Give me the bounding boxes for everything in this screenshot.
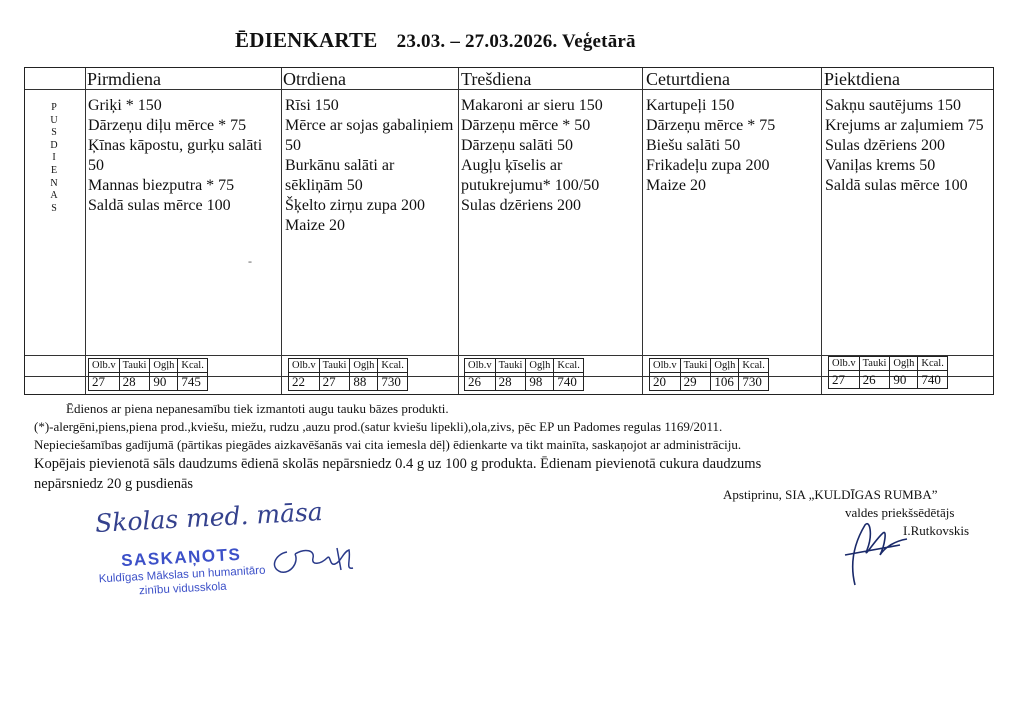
dish-item: Rīsi 150: [285, 97, 339, 114]
dish-item: Dārzeņu salāti 50: [461, 137, 573, 154]
dish-item: Maize 20: [646, 177, 706, 194]
nutrient-header: Tauki: [319, 359, 350, 373]
nurse-note: Skolas med. māsa: [94, 497, 324, 538]
nutrient-value: 90: [150, 373, 178, 391]
meal-label-letter: P: [51, 102, 57, 113]
nutrient-header: Ogļh: [526, 359, 554, 373]
nutrient-header: Olb.v: [465, 359, 496, 373]
stray-mark: -: [248, 254, 252, 268]
nutrient-header: Tauki: [859, 357, 890, 371]
approval-stamp: [91, 543, 273, 600]
meal-label-letter: S: [51, 127, 57, 139]
nutrient-value: 106: [711, 373, 739, 391]
dish-item: Griķi * 150: [88, 97, 162, 114]
dish-item: Sulas dzēriens 200: [461, 197, 581, 214]
dish-item: Biešu salāti 50: [646, 137, 741, 154]
dish-item: Krejums ar zaļumiem 75: [825, 117, 984, 134]
nutrient-header: Kcal.: [178, 359, 207, 373]
nutrition-table-tuesday: [288, 358, 408, 391]
dish-item: Dārzeņu diļu mērce * 75: [88, 117, 247, 134]
nutrient-header: Kcal.: [554, 359, 583, 373]
dish-item: Kartupeļi 150: [646, 97, 735, 114]
nutrient-value: 740: [554, 373, 583, 391]
nutrition-table-friday: [828, 356, 948, 389]
nutrient-value: 20: [650, 373, 681, 391]
dish-item: Dārzeņu mērce * 75: [646, 117, 776, 134]
note-allergens: (*)-alergēni,piens,piena prod.,kviešu, miežu, rudzu ,auzu prod.(satur kviešu lipekli),ola,zivs, pēc EP un Padomes regulas 1169/2011.: [34, 419, 723, 434]
day-header-wednesday: Trešdiena: [461, 69, 532, 89]
nutrient-header: Olb.v: [650, 359, 681, 373]
column-divider: [458, 68, 459, 394]
column-divider: [281, 68, 282, 394]
meal-label-letter: S: [51, 202, 57, 214]
nutrient-header: Olb.v: [829, 357, 860, 371]
nurse-signature: [265, 540, 375, 580]
nutrient-value: 745: [178, 373, 207, 391]
note-salt-sugar: Kopējais pievienotā sāls daudzums ēdienā skolās nepārsniedz 0.4 g uz 100 g produkta. Ēdienam pievienotā cukura daudzums: [34, 456, 762, 472]
nutrient-value: 730: [739, 373, 768, 391]
nutrition-table-monday: [88, 358, 208, 391]
nutrient-header: Ogļh: [150, 359, 178, 373]
note-dairy: Ēdienos ar piena nepanesamību tiek izmantoti augu tauku bāzes produkti.: [66, 401, 449, 416]
nutrient-header: Kcal.: [918, 357, 947, 371]
nutrition-table-thursday: [649, 358, 769, 391]
nutrient-value: 27: [319, 373, 350, 391]
nutrition-table-wednesday: [464, 358, 584, 391]
dish-item: Mērce ar sojas gabaliņiem 50: [285, 117, 454, 154]
nutrient-value: 28: [495, 373, 526, 391]
footnotes: [25, 400, 985, 494]
nutrient-value: 26: [859, 371, 890, 389]
nutrient-value: 29: [680, 373, 711, 391]
meal-label-letter: U: [50, 114, 58, 126]
nutrient-value: 22: [289, 373, 320, 391]
nutrient-header: Kcal.: [378, 359, 407, 373]
nutrient-value: 27: [829, 371, 860, 389]
dishes-monday: [88, 96, 270, 216]
dish-item: Makaroni ar sieru 150: [461, 97, 603, 114]
column-divider: [821, 68, 822, 394]
day-header-thursday: Ceturtdiena: [646, 69, 730, 89]
dish-item: Augļu ķīselis ar putukrejumu* 100/50: [461, 157, 600, 194]
day-header-friday: Piektdiena: [824, 69, 900, 89]
day-header-monday: Pirmdiena: [87, 69, 161, 89]
dish-item: Frikadeļu zupa 200: [646, 157, 770, 174]
meal-label-vertical: [24, 102, 84, 215]
nutrient-value: 740: [918, 371, 947, 389]
title-dates: 23.03. – 27.03.2026. Veģetārā: [396, 31, 636, 52]
nutrient-value: 98: [526, 373, 554, 391]
nutrient-header: Olb.v: [289, 359, 320, 373]
dish-item: Ķīnas kāpostu, gurķu salāti 50: [88, 137, 263, 174]
dish-item: Vaniļas krems 50: [825, 157, 936, 174]
dish-item: Šķelto zirņu zupa 200: [285, 197, 425, 214]
nutrient-value: 88: [350, 373, 378, 391]
meal-label-letter: D: [50, 139, 58, 151]
dishes-tuesday: [285, 96, 455, 236]
director-signature: [825, 515, 920, 590]
stamp-school-cont: zinību vidusskola: [138, 580, 227, 598]
meal-label-letter: A: [50, 190, 58, 202]
nutrient-header: Ogļh: [711, 359, 739, 373]
nutrient-header: Tauki: [495, 359, 526, 373]
dish-item: Saldā sulas mērce 100: [88, 197, 231, 214]
nutrient-header: Tauki: [680, 359, 711, 373]
stamp-school: Kuldīgas Mākslas un humanitāro: [98, 564, 266, 586]
nutrient-header: Tauki: [119, 359, 150, 373]
nutrient-header: Ogļh: [890, 357, 918, 371]
nutrient-value: 90: [890, 371, 918, 389]
dishes-thursday: [646, 96, 818, 196]
nutrient-header: Olb.v: [89, 359, 120, 373]
dish-item: Maize 20: [285, 217, 345, 234]
title-main: ĒDIENKARTE: [235, 28, 378, 52]
nutrient-value: 26: [465, 373, 496, 391]
dish-item: Sulas dzēriens 200: [825, 137, 945, 154]
note-changes: Nepieciešamības gadījumā (pārtikas piegādes aizkavēšanās vai cita iemesla dēļ) ēdienkarte va tikt mainīta, saskaņojot ar administrāciju.: [34, 437, 742, 452]
dish-item: Saldā sulas mērce 100: [825, 177, 968, 194]
dish-item: Mannas biezputra * 75: [88, 177, 235, 194]
meal-label-letter: E: [50, 164, 58, 176]
dish-item: Dārzeņu mērce * 50: [461, 117, 591, 134]
page-title: [235, 28, 636, 53]
meal-label-letter: N: [50, 177, 58, 189]
note-sugar-limit: nepārsniedz 20 g pusdienās: [34, 476, 194, 492]
nutrient-header: Ogļh: [350, 359, 378, 373]
dishes-wednesday: [461, 96, 641, 216]
nutrient-value: 27: [89, 373, 120, 391]
nutrient-value: 730: [378, 373, 407, 391]
dish-item: Burkānu salāti ar sēkliņām 50: [285, 157, 395, 194]
nutrient-value: 28: [119, 373, 150, 391]
nutrient-header: Kcal.: [739, 359, 768, 373]
meal-label-letter: I: [52, 152, 56, 164]
day-header-tuesday: Otrdiena: [283, 69, 346, 89]
approval-name: I.Rutkovskis: [903, 523, 970, 538]
column-divider: [642, 68, 643, 394]
dishes-friday: [825, 96, 987, 196]
approval-company: Apstiprinu, SIA „KULDĪGAS RUMBA”: [723, 487, 938, 502]
approval-role: valdes priekšsēdētājs: [845, 505, 955, 520]
column-divider: [85, 68, 86, 394]
stamp-title: SASKAŅOTS: [120, 544, 242, 571]
dish-item: Sakņu sautējums 150: [825, 97, 961, 114]
